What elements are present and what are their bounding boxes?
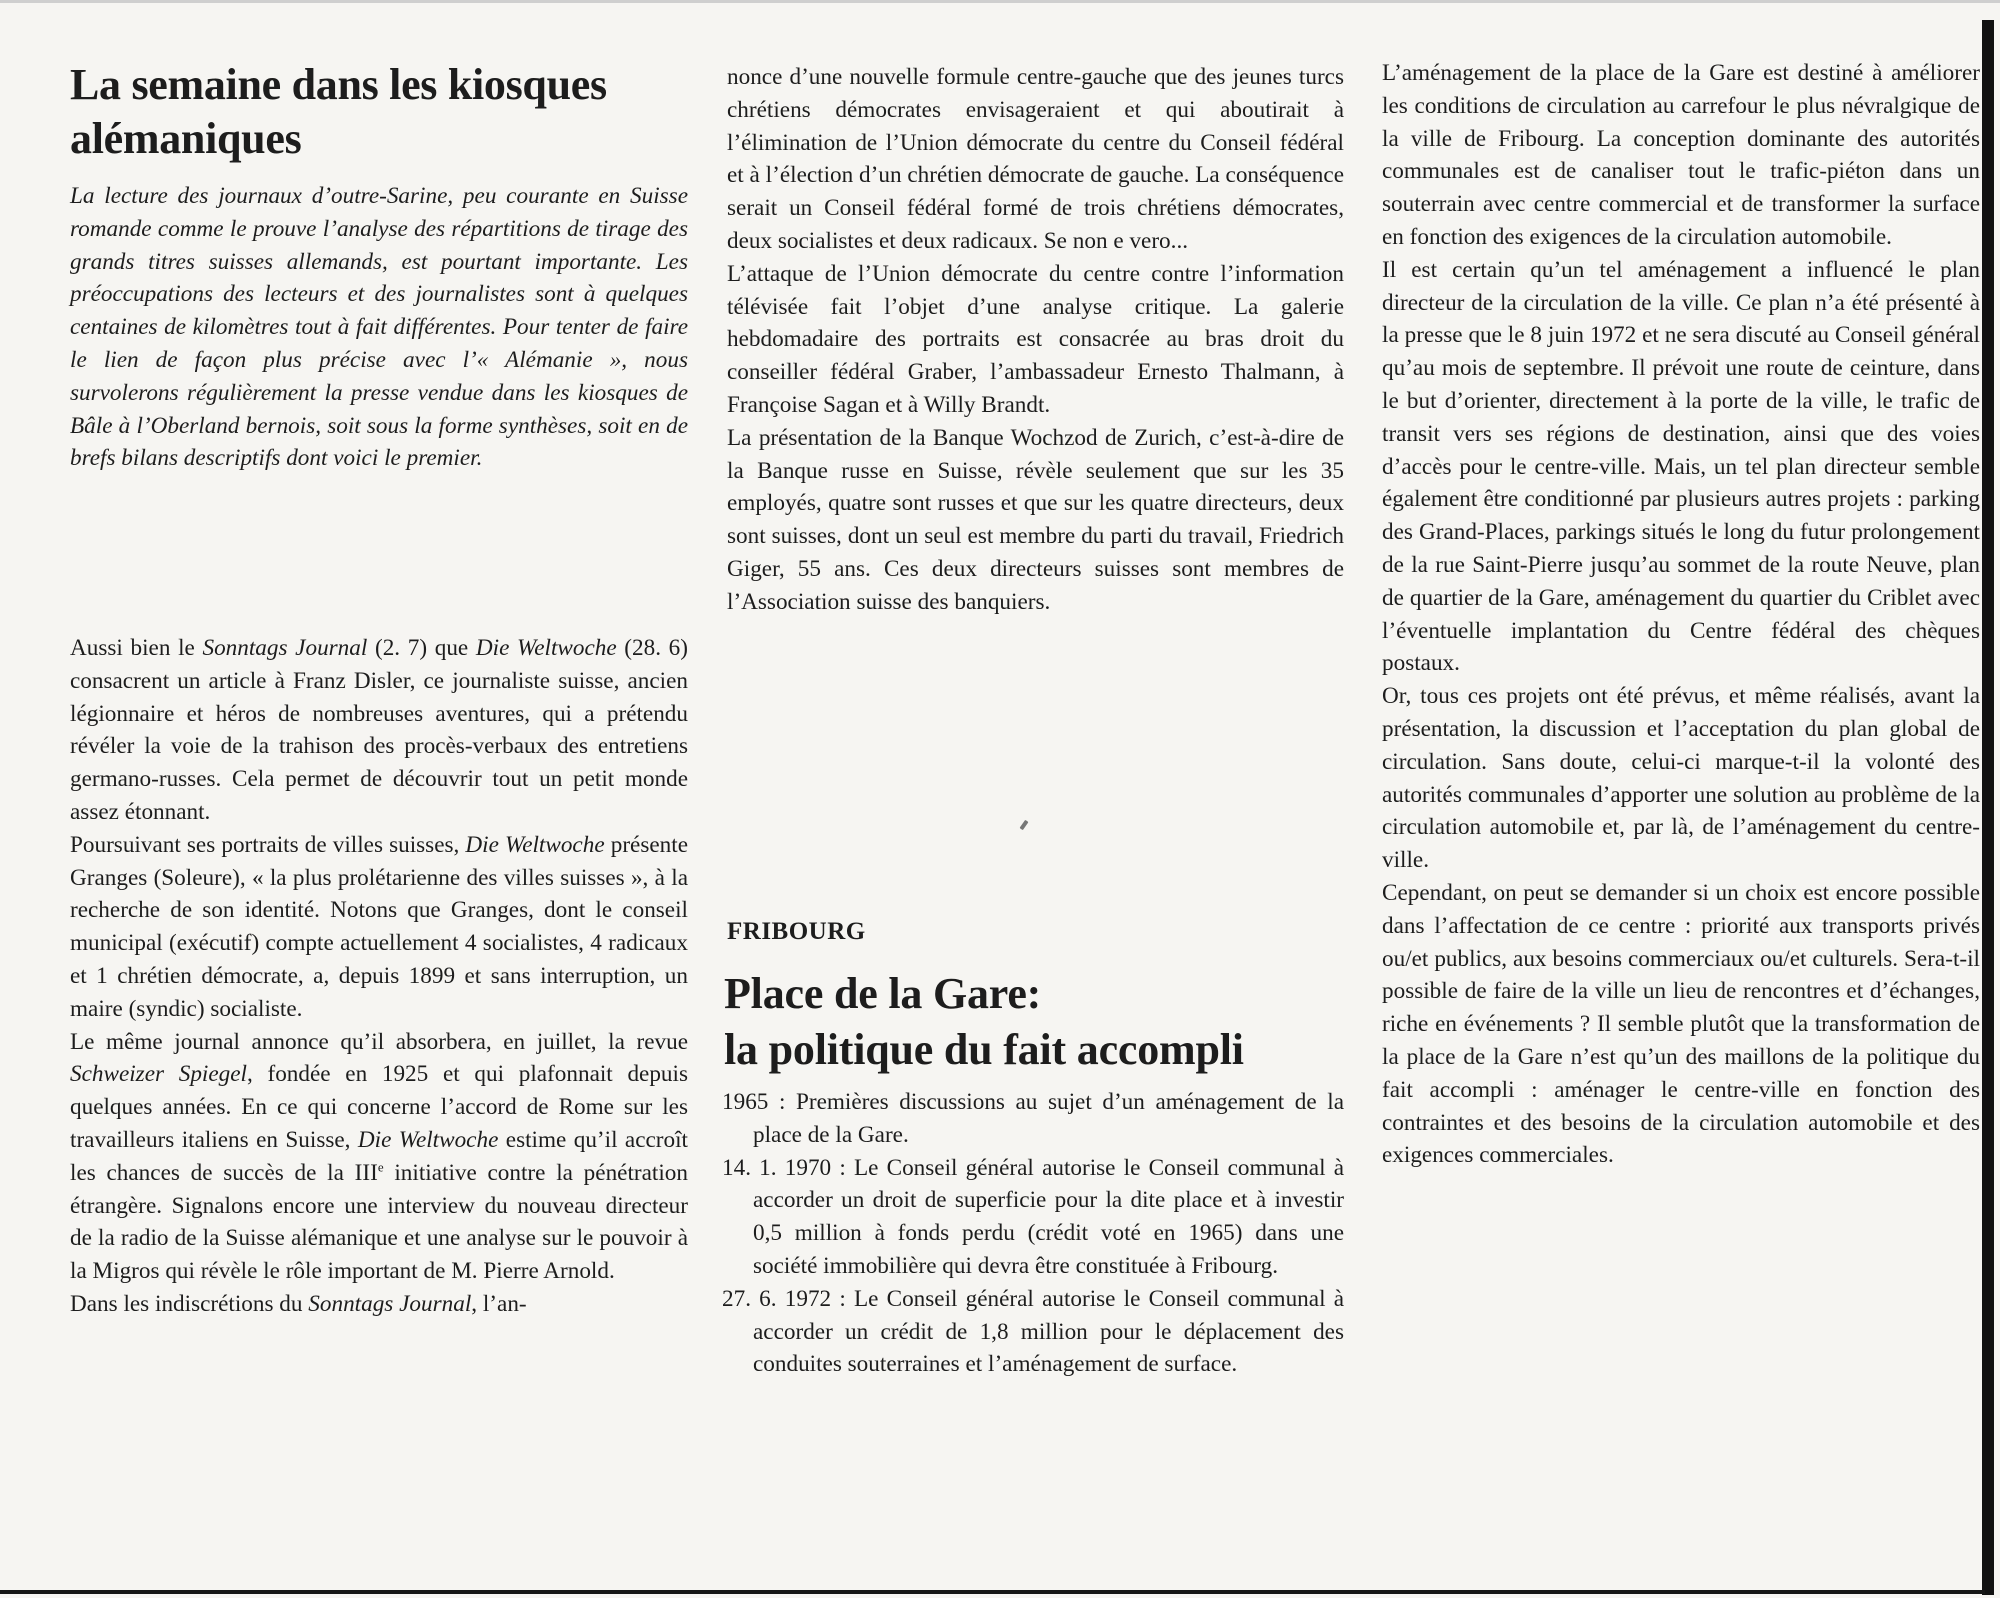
page-bottom-rule [0, 1590, 1985, 1594]
article2-paragraph-3: Or, tous ces projets ont été prévus, et même réalisés, avant la présentation, la discussion et l’acceptation du plan global de circulation. Sans doute, celui-ci marque-t-il la volonté des autorités communales d’apporter une solution au problème de la circulation automobile et, par là, de l’aménagement du centre-ville. [1382, 683, 1980, 874]
article1-paragraph-6: La présentation de la Banque Wochzod de Zurich, c’est-à-dire de la Banque russe en Suisse, révèle seulement que sur les 35 employés, quatre sont russes et que sur les quatre directeurs, deux sont suisses, dont un seul est membre du parti du travail, Friedrich Giger, 55 ans. Ces deux directeurs suisses sont membres de l’Association suisse des banquiers. [727, 424, 1344, 615]
article2-chronology [722, 1086, 1344, 1381]
article1-paragraph-4-continued: nonce d’une nouvelle formule centre-gauche que des jeunes turcs chrétiens démocrates envisageraient et qui aboutirait à l’élimination de l’Union démocrate du centre du Conseil fédéral et à l’élection d’un chrétien démocrate de gauche. La conséquence serait un Conseil fédéral formé de trois chrétiens démocrates, deux socialistes et deux radicaux. Se non e vero... [727, 64, 1344, 254]
scan-speck [1019, 820, 1028, 830]
article2-paragraph-4: Cependant, on peut se demander si un choix est encore possible dans l’affectation de ce centre : priorité aux transports privés ou/et publics, aux besoins commerciaux ou/et culturels. Sera-t-il possible de faire de la ville un lieu de rencontres et d’échanges, riche en événements ? Il semble plutôt que la transformation de la place de la Gare n’est qu’un des maillons de la politique du fait accompli : aménager le centre-ville en fonction des contraintes et des besoins de la circulation automobile et des exigences commerciales. [1382, 879, 1980, 1169]
article2-headline [724, 966, 1364, 1078]
article2-body [1382, 57, 1980, 1172]
article2-kicker: FRIBOURG [727, 918, 866, 945]
article1-headline: La semaine dans les kiosques alémaniques [70, 60, 607, 163]
article1-paragraph-4-start: Dans les indiscrétions du Sonntags Journal, l’an- [70, 1290, 527, 1317]
scan-right-edge [1982, 20, 1994, 1595]
article1-intro-text: La lecture des journaux d’outre-Sarine, peu courante en Suisse romande comme le prouve l’analyse des répartitions de tirage des grands titres suisses allemands, est pourtant importante. Les préoccupations des lecteurs et des journalistes sont à quelques centaines de kilomètres tout à fait différentes. Pour tenter de faire le lien de façon plus précise avec l’« Alémanie », nous survolerons régulièrement la presse vendue dans les kiosques de Bâle à l’Oberland bernois, soit sous la forme synthèses, soit en de brefs bilans descriptifs dont voici le premier. [70, 183, 688, 472]
article1-paragraph-1: Aussi bien le Sonntags Journal (2. 7) que Die Weltwoche (28. 6) consacrent un article à Franz Disler, ce journaliste suisse, ancien légionnaire et héros de nombreuses aventures, qui a prétendu révéler la voie de la trahison des procès-verbaux des entretiens germano-russes. Cela permet de découvrir tout un petit monde assez étonnant. [70, 635, 688, 825]
scan-top-edge [0, 0, 2000, 3]
article2-paragraph-1: L’aménagement de la place de la Gare est destiné à améliorer les conditions de circulation au carrefour le plus névralgique de la ville de Fribourg. La conception dominante des autorités communales est de canaliser tout le trafic-piéton dans un souterrain avec centre commercial et de transformer la surface en fonction des exigences de la circulation automobile. [1382, 60, 1980, 250]
article1-intro [70, 180, 688, 475]
article2-headline-line1: Place de la Gare: [724, 969, 1042, 1018]
article1-body-part2 [727, 61, 1344, 619]
article2-paragraph-2: Il est certain qu’un tel aménagement a influencé le plan directeur de la circulation de la ville. Ce plan n’a été présenté à la presse que le 8 juin 1972 et ne sera discuté au Conseil général qu’au mois de septembre. Il prévoit une route de ceinture, dans le but d’orienter, directement à la porte de la ville, le trafic de transit vers ses régions de destination, ainsi que des voies d’accès pour le centre-ville. Mais, un tel plan directeur semble également être conditionné par plusieurs autres projets : parking des Grand-Places, parkings situés le long du futur prolongement de la rue Saint-Pierre jusqu’au sommet de la route Neuve, plan de quartier de la Gare, aménagement du quartier du Criblet avec l’éventuelle implantation du Centre fédéral des chèques postaux. [1382, 256, 1980, 677]
chronology-item: 1965 : Premières discussions au sujet d’un aménagement de la place de la Gare. [722, 1089, 1344, 1148]
chronology-item: 27. 6. 1972 : Le Conseil général autorise le Conseil communal à accorder un crédit de 1,8 million pour le déplacement des conduites souterraines et l’aménagement de surface. [722, 1285, 1344, 1378]
chronology-item: 14. 1. 1970 : Le Conseil général autorise le Conseil communal à accorder un droit de superficie pour la dite place et à investir 0,5 million à fonds perdu (crédit voté en 1965) dans une société immobilière qui devra être constituée à Fribourg. [722, 1154, 1344, 1279]
article1-body-part1 [70, 632, 688, 1321]
article1-paragraph-2: Poursuivant ses portraits de villes suisses, Die Weltwoche présente Granges (Soleure), « la plus prolétarienne des villes suisses », à la recherche de son identité. Notons que Granges, dont le conseil municipal (exécutif) compte actuellement 4 socialistes, 4 radicaux et 1 chrétien démocrate, a, depuis 1899 et sans interruption, un maire (syndic) socialiste. [70, 831, 688, 1022]
article1-paragraph-3: Le même journal annonce qu’il absorbera, en juillet, la revue Schweizer Spiegel, fondée en 1925 et qui plafonnait depuis quelques années. En ce qui concerne l’accord de Rome sur les travailleurs italiens en Suisse, Die Weltwoche estime qu’il accroît les chances de succès de la IIIe initiative contre la pénétration étrangère. Signalons encore une interview du nouveau directeur de la radio de la Suisse alémanique et une analyse sur le pouvoir à la Migros qui révèle le rôle important de M. Pierre Arnold. [70, 1028, 689, 1285]
article1-paragraph-5: L’attaque de l’Union démocrate du centre contre l’information télévisée fait l’objet d’une analyse critique. La galerie hebdomadaire des portraits est consacrée au bras droit du conseiller fédéral Graber, l’ambassadeur Ernesto Thalmann, à Françoise Sagan et à Willy Brandt. [727, 260, 1344, 418]
article2-headline-line2: la politique du fait accompli [724, 1025, 1244, 1074]
